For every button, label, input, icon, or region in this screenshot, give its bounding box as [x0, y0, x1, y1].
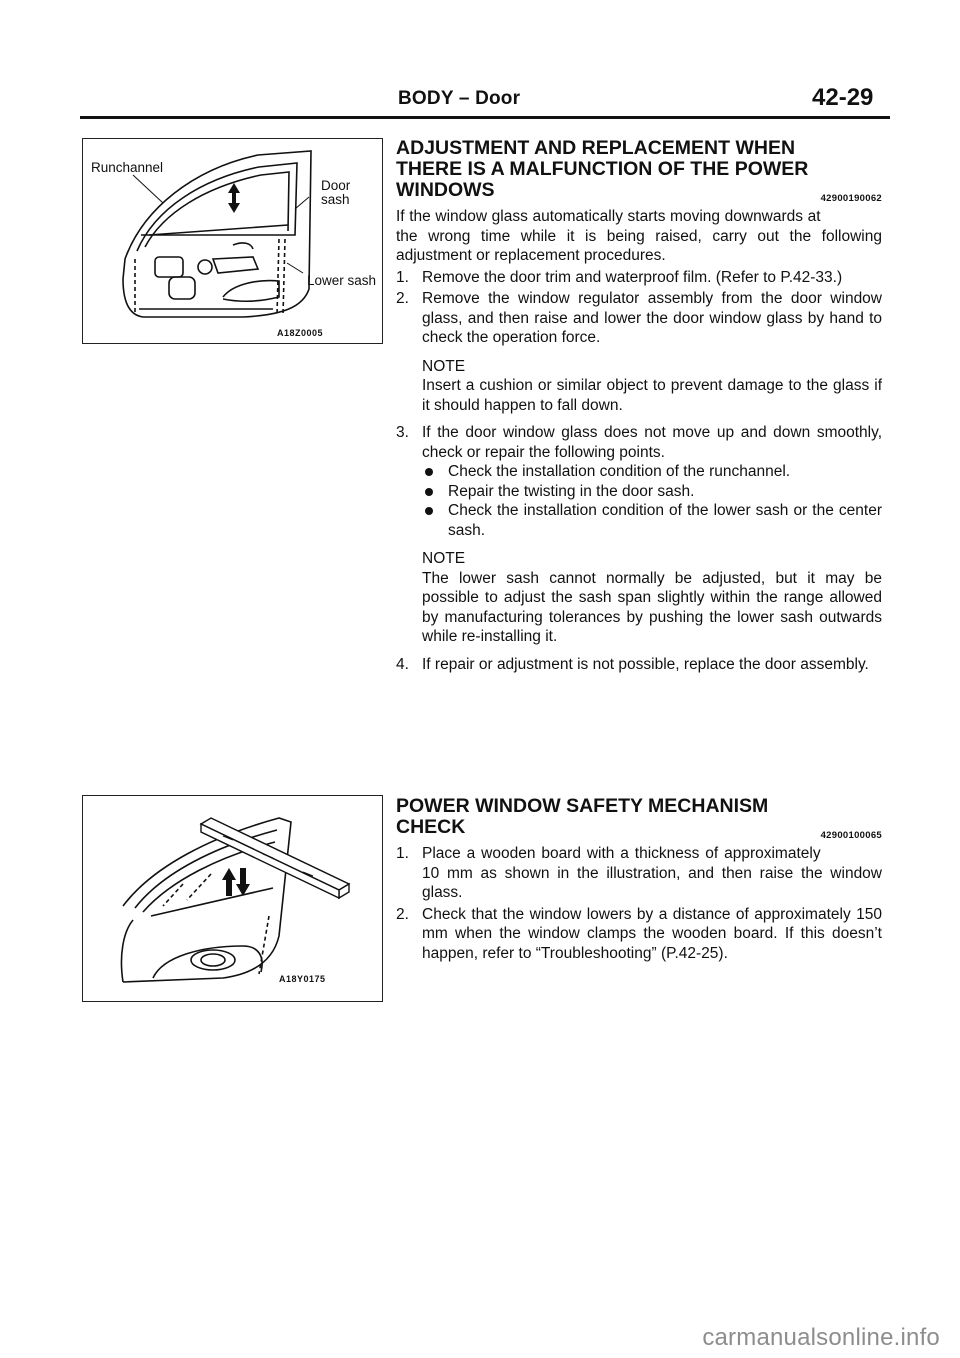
note-text: Insert a cushion or similar object to prevent damage to the glass if it should happen to fall down. — [422, 377, 882, 414]
heading-text: CHECK — [396, 816, 466, 838]
step-number: 3. — [396, 424, 409, 441]
board-illustration — [83, 796, 382, 1001]
note-text: The lower sash cannot normally be adjusted, but it may be possible to adjust the sash span slightly within the range allowed by manufacturing tolerances by pushing the lower sash outwards while re-installing it. — [422, 569, 882, 645]
step-text: Remove the window regulator assembly from the door window glass, and then raise and lower the door window glass by hand to check the operation force. — [422, 290, 882, 346]
step-text: Place a wooden board with a thickness of approximately 10 mm as shown in the illustration, and then raise the window glass. — [422, 845, 882, 901]
section-code: 42900100065 — [820, 830, 882, 841]
label-door: Door — [321, 178, 351, 193]
section-heading — [396, 137, 882, 204]
heading-text: WINDOWS — [396, 179, 495, 201]
label-runchannel: Runchannel — [91, 160, 164, 175]
step-number: 1. — [396, 845, 409, 862]
heading-line: ADJUSTMENT AND REPLACEMENT WHEN — [396, 137, 796, 159]
step-item — [396, 289, 882, 415]
note-title: NOTE — [422, 357, 466, 375]
step-item — [396, 905, 882, 964]
section-heading — [396, 795, 882, 841]
step-text: If repair or adjustment is not possible, replace the door assembly. — [422, 655, 869, 673]
step-item — [396, 423, 882, 647]
step-text: Remove the door trim and waterproof film. (Refer to P.42-33.) — [422, 268, 843, 286]
figure-door-runchannel — [82, 138, 383, 344]
page-header-title: BODY – Door — [398, 88, 521, 109]
section-safety-check — [396, 796, 882, 965]
label-lower-sash: Lower sash — [307, 273, 377, 288]
procedure-steps — [396, 844, 882, 963]
intro-paragraph: If the window glass automatically starts moving downwards at the wrong time while it is being raised, carry out the following adjustment or replacement procedures. — [396, 208, 882, 264]
note-block — [422, 357, 882, 416]
step-number: 4. — [396, 655, 409, 673]
step-item — [396, 268, 882, 288]
bullet-item: Repair the twisting in the door sash. — [422, 482, 882, 502]
step-text: If the door window glass does not move up and down smoothly, check or repair the following points. — [422, 424, 882, 461]
step-number: 2. — [396, 290, 409, 307]
figure-code: A18Z0005 — [277, 328, 324, 338]
section-adjustment — [396, 138, 882, 676]
note-title: NOTE — [422, 550, 466, 567]
heading-line — [396, 816, 882, 841]
note-block — [422, 549, 882, 647]
bullet-item: Check the installation condition of the lower sash or the center sash. — [422, 501, 882, 540]
step-number: 1. — [396, 268, 409, 286]
figure-safety-check — [82, 795, 383, 1002]
step-item — [396, 655, 882, 675]
bullet-item: Check the installation condition of the runchannel. — [422, 462, 882, 482]
section-code: 42900190062 — [820, 193, 882, 204]
check-list — [422, 462, 882, 540]
heading-line — [396, 179, 882, 204]
step-item — [396, 844, 882, 903]
site-watermark: carmanualsonline.info — [702, 1324, 940, 1351]
page-number: 42-29 — [812, 84, 874, 111]
procedure-steps — [396, 268, 882, 675]
label-sash: sash — [321, 192, 350, 207]
step-number: 2. — [396, 905, 409, 923]
figure-code: A18Y0175 — [279, 974, 326, 984]
heading-line: THERE IS A MALFUNCTION OF THE POWER — [396, 158, 809, 180]
step-text: Check that the window lowers by a distance of approximately 150 mm when the window clamps the wooden board. If this doesn’t happen, refer to “Troubleshooting” (P.42-25). — [422, 905, 882, 962]
heading-line: POWER WINDOW SAFETY MECHANISM — [396, 795, 769, 817]
header-divider — [80, 116, 890, 119]
